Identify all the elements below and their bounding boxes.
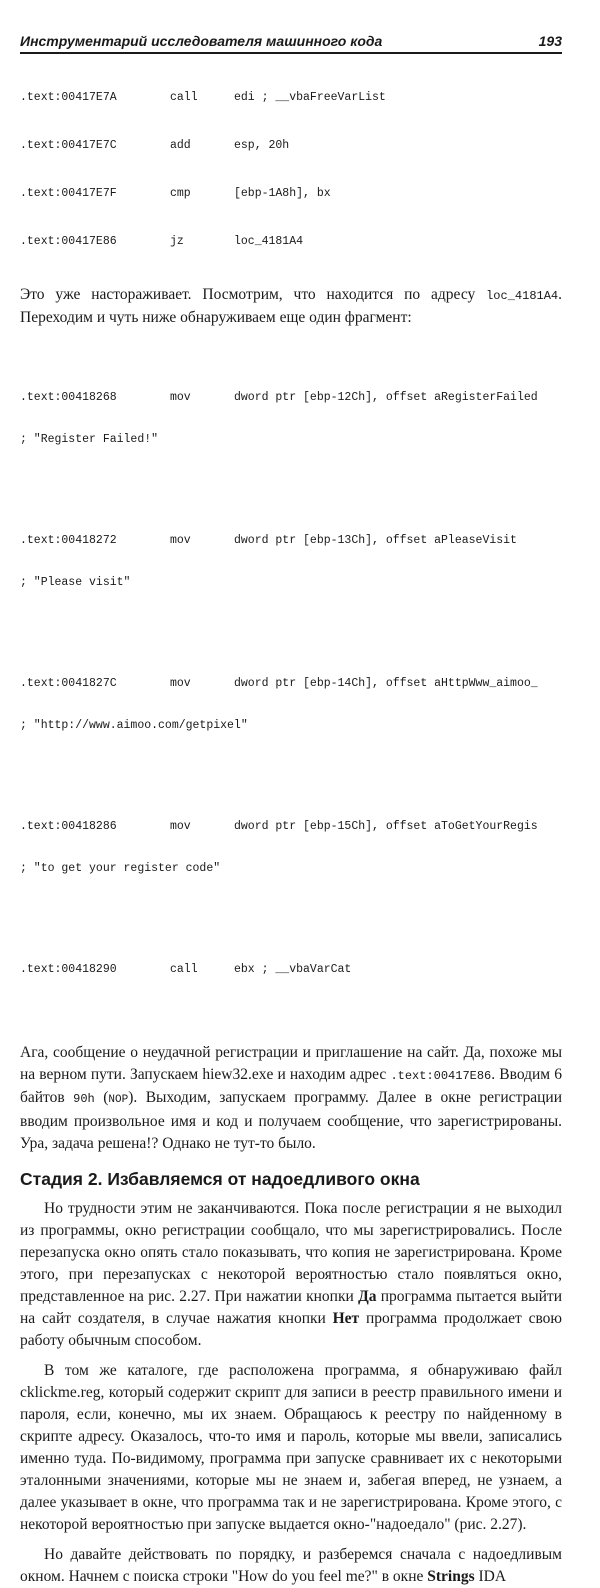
code-group: [20, 649, 562, 761]
bold-term: Да: [358, 1288, 377, 1305]
inline-code: NOP: [108, 1094, 129, 1106]
code-args: edi ; __vbaFreeVarList: [234, 91, 386, 104]
code-group: [20, 792, 562, 904]
code-address: .text:00418290: [20, 963, 117, 976]
code-line: [20, 677, 562, 691]
text-span: Но давайте действовать по порядку, и разберемся сначала с надоедливым окном. Начнем с поиска строки "How do you feel me?" в окне: [20, 1546, 562, 1585]
text-span: Но трудности этим не заканчиваются. Пока после регистрации я не выходил из программы, окно регистрации сообщало, что мы зарегистрировались. После перезапуска окно опять стало показывать, что копия не зарегистрирована. Кроме этого, при перезапусках с некоторой вероятностью стало появляться окно, представленное на рис. 2.27. При нажатии кнопки: [20, 1200, 562, 1305]
code-comment: ; "Register Failed!": [20, 433, 159, 446]
page-number: 193: [538, 33, 562, 49]
bold-term: Strings: [427, 1568, 475, 1585]
code-address: .text:00418268: [20, 391, 117, 404]
text-span: ). Выходим, запускаем программу. Далее в окне регистрации вводим произвольное имя и код и получаем сообщение, что зарегистрированы. Ура, задача решена!? Однако не тут-то было.: [20, 1089, 563, 1152]
code-address: .text:00417E7A: [20, 91, 117, 104]
code-opcode: mov: [170, 534, 191, 547]
code-line: [20, 534, 562, 548]
code-args: dword ptr [ebp-12Ch], offset aRegisterFailed: [234, 391, 538, 404]
code-args: esp, 20h: [234, 139, 290, 152]
code-address: .text:00417E7C: [20, 139, 117, 152]
code-address: .text:00417E7F: [20, 187, 117, 200]
paragraph-5: [20, 1544, 562, 1588]
text-span: программа пытается выйти на сайт создателя, в случае нажатия кнопки: [20, 1288, 562, 1327]
code-line: [20, 138, 562, 154]
text-span: . Переходим и чуть ниже обнаруживаем еще один фрагмент:: [20, 286, 562, 326]
page-content: [20, 62, 562, 1588]
code-line: [20, 90, 562, 106]
code-args: dword ptr [ebp-14Ch], offset aHttpWww_aimoo_: [234, 677, 538, 690]
code-args: dword ptr [ebp-13Ch], offset aPleaseVisit: [234, 534, 517, 547]
code-group: [20, 363, 562, 475]
code-opcode: jz: [170, 235, 184, 248]
code-group: [20, 935, 562, 1005]
running-header: [20, 22, 562, 54]
code-address: .text:00418272: [20, 534, 117, 547]
text-span: Ага, сообщение о неудачной регистрации и приглашение на сайт. Да, похоже мы на верном пути. Запускаем hiew32.exe и находим адрес: [20, 1044, 562, 1083]
code-args: ebx ; __vbaVarCat: [234, 963, 352, 976]
code-line: [20, 820, 562, 834]
code-listing-2: [20, 335, 562, 1036]
text-span: (: [94, 1089, 109, 1106]
code-comment: ; "to get your register code": [20, 862, 221, 875]
text-span: . Вводим 6 байтов: [20, 1066, 562, 1106]
text-span: IDA: [474, 1568, 507, 1585]
section-heading: Стадия 2. Избавляемся от надоедливого окна: [20, 1169, 420, 1189]
header-title: Инструментарий исследователя машинного кода: [20, 33, 383, 49]
code-opcode: mov: [170, 820, 191, 833]
code-opcode: call: [170, 91, 198, 104]
code-line: [20, 186, 562, 202]
text-span: Это уже настораживает. Посмотрим, что находится по адресу: [20, 286, 487, 303]
code-line: [20, 391, 562, 405]
code-line: [20, 963, 562, 977]
code-line: [20, 234, 562, 250]
code-address: .text:00417E86: [20, 235, 117, 248]
paragraph-1: [20, 284, 562, 329]
code-opcode: call: [170, 963, 198, 976]
paragraph-3: [20, 1198, 562, 1352]
paragraph-4: В том же каталоге, где расположена программа, я обнаруживаю файл cklickme.reg, который содержит скрипт для записи в реестр правильного имени и пароля, если, конечно, мы их знаем. Обращаюсь к реестру по найденному в скрипте адресу. Оказалось, что-то имя и пароль, которые мы ввели, записались именно туда. По-видимому, программа при запуске сравнивает их с некоторыми эталонными значениями, которые мы не знаем и, забегая вперед, не узнаем, а далее указывает в окне, что программа так и не зарегистрирована. Кроме этого, с некоторой вероятностью при запуске выдается окно-"надоедало" (рис. 2.27).: [20, 1362, 562, 1533]
inline-code: .text:00417E86: [390, 1069, 492, 1083]
bold-term: Нет: [332, 1310, 360, 1327]
code-listing-1: [20, 62, 562, 278]
code-args: loc_4181A4: [234, 235, 304, 248]
code-args: [ebp-1A8h], bx: [234, 187, 331, 200]
inline-code: 90h: [73, 1092, 95, 1106]
code-opcode: cmp: [170, 187, 191, 200]
code-args: dword ptr [ebp-15Ch], offset aToGetYourRegis: [234, 820, 538, 833]
text-span: программа продолжает свою работу обычным способом.: [20, 1310, 562, 1349]
code-comment: ; "Please visit": [20, 576, 131, 589]
code-opcode: mov: [170, 391, 191, 404]
code-opcode: add: [170, 139, 191, 152]
inline-code: loc_4181A4: [486, 289, 559, 303]
code-comment: ; "http://www.aimoo.com/getpixel": [20, 719, 248, 732]
code-address: .text:0041827C: [20, 677, 117, 690]
paragraph-2: [20, 1042, 562, 1155]
code-group: [20, 506, 562, 618]
code-opcode: mov: [170, 677, 191, 690]
code-address: .text:00418286: [20, 820, 117, 833]
